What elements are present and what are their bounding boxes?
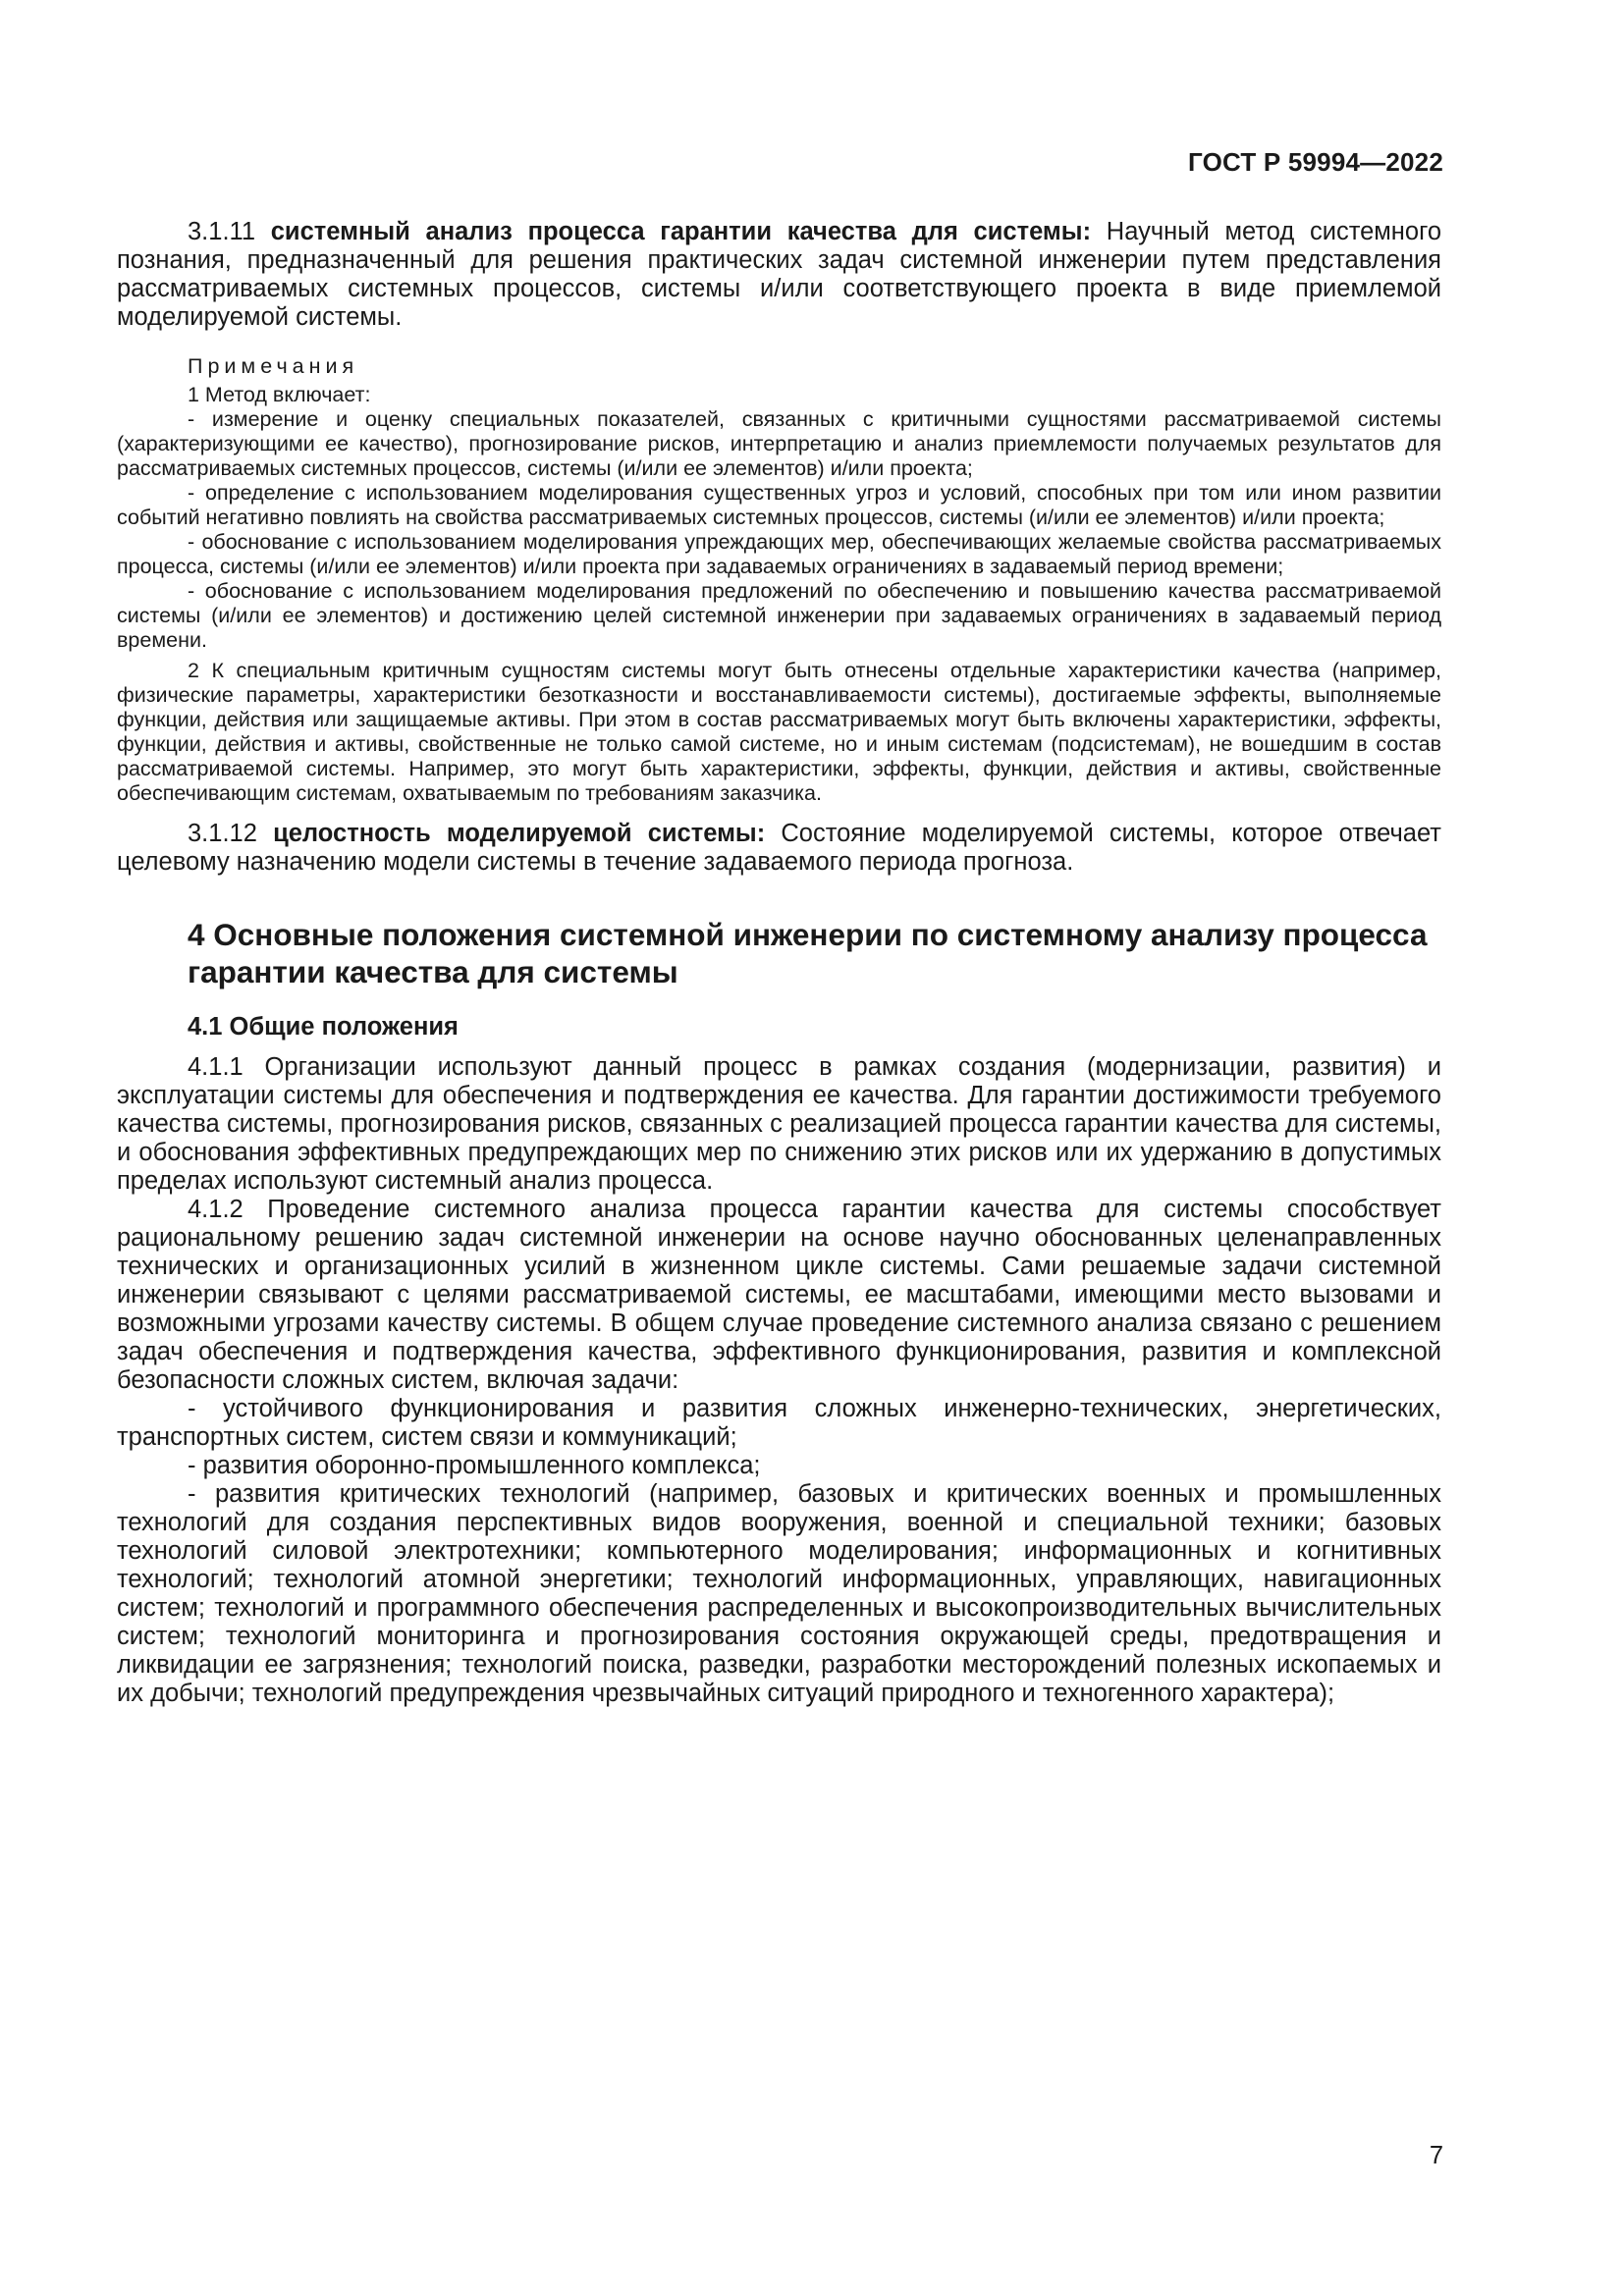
definition-number: 3.1.12 — [188, 820, 257, 847]
note-1-item: - определение с использованием моделирования существенных угроз и условий, способных при том или ином развитии событий негативно повлиять на свойства рассматриваемых системных процессов, системы (и/или ее элементов) и/или проекта; — [117, 481, 1441, 529]
page-content — [117, 218, 1441, 1708]
note-2: 2 К специальным критичным сущностям системы могут быть отнесены отдельные характеристики качества (например, физические параметры, характеристики безотказности и восстанавливаемости системы), достигаемые эффекты, выполняемые функции, действия или защищаемые активы. При этом в состав рассматриваемых могут быть включены характеристики, эффекты, функции, действия и активы, свойственные не только самой системе, но и иным системам (подсистемам), не вошедшим в состав рассматриваемой системы. Например, это могут быть характеристики, эффекты, функции, действия и активы, свойственные обеспечивающим системам, охватываемым по требованиям заказчика. — [117, 659, 1441, 805]
definition-3-1-12 — [117, 820, 1441, 877]
note-1-item: - обоснование с использованием моделирования предложений по обеспечению и повышению качества рассматриваемой системы (и/или ее элементов) и достижению целей системной инженерии при задаваемых ограничениях в задаваемый период времени. — [117, 579, 1441, 652]
task-item: - развития оборонно-промышленного комплекса; — [188, 1452, 761, 1479]
definition-text: Состояние моделируемой системы, которое отвечает целевому назначению модели системы в течение задаваемого периода прогноза. — [117, 820, 1441, 876]
definition-3-1-11 — [117, 218, 1441, 332]
note-1-intro: 1 Метод включает: — [188, 383, 371, 406]
notes-title: Примечания — [188, 354, 359, 378]
definition-number: 3.1.11 — [188, 218, 256, 245]
task-item: - развития критических технологий (например, базовых и критических военных и промышленных технологий для создания перспективных видов вооружения, военной и специальной техники; базовых технологий силовой электротехники; компьютерного моделирования; информационных и когнитивных технологий; технологий атомной энергетики; технологий информационных, управляющих, навигационных систем; технологий и программного обеспечения распределенных и высокопроизводительных вычислительных систем; технологий мониторинга и прогнозирования состояния окружающей среды, предотвращения и ликвидации ее загрязнения; технологий поиска, разведки, разработки месторождений полезных ископаемых и их добычи; технологий предупреждения чрезвычайных ситуаций природного и техногенного характера); — [117, 1480, 1441, 1707]
page-number: 7 — [1429, 2142, 1443, 2169]
task-item: - устойчивого функционирования и развития сложных инженерно-технических, энергетических, транспортных систем, систем связи и коммуникаций; — [117, 1395, 1441, 1451]
definition-term: системный анализ процесса гарантии качества для системы: — [270, 218, 1092, 245]
note-1-item: - измерение и оценку специальных показателей, связанных с критичными сущностями рассматриваемой системы (характеризующими ее качество), прогнозирование рисков, интерпретацию и анализ приемлемости получаемых результатов для рассматриваемых системных процессов, системы (и/или ее элементов) и/или проекта; — [117, 407, 1441, 480]
paragraph-4-1-2: 4.1.2 Проведение системного анализа процесса гарантии качества для системы способствует рациональному решению задач системной инженерии на основе научно обоснованных целенаправленных технических и организационных усилий в жизненном цикле системы. Сами решаемые задачи системной инженерии связывают с целями рассматриваемой системы, ее масштабами, имеющими место вызовами и возможными угрозами качеству системы. В общем случае проведение системного анализа связано с решением задач обеспечения и подтверждения качества, эффективного функционирования, развития и комплексной безопасности сложных систем, включая задачи: — [117, 1196, 1441, 1394]
note-1-item: - обоснование с использованием моделирования упреждающих мер, обеспечивающих желаемые свойства рассматриваемых процесса, системы (и/или ее элементов) и/или проекта при задаваемых ограничениях в задаваемый период времени; — [117, 530, 1441, 578]
definition-term: целостность моделируемой системы: — [273, 820, 766, 847]
paragraph-4-1-1: 4.1.1 Организации используют данный процесс в рамках создания (модернизации, развития) и эксплуатации системы для обеспечения и подтверждения ее качества. Для гарантии достижимости требуемого качества системы, прогнозирования рисков, связанных с реализацией процесса гарантии качества для системы, и обоснования эффективных предупреждающих мер по снижению этих рисков или их удержанию в допустимых пределах используют системный анализ процесса. — [117, 1053, 1441, 1195]
subsection-4-1-heading: 4.1 Общие положения — [188, 1013, 459, 1041]
document-code: ГОСТ Р 59994—2022 — [1188, 147, 1443, 177]
definition-text: Научный метод системного познания, предназначенный для решения практических задач системной инженерии путем представления рассматриваемых системных процессов, системы и/или соответствующего проекта в виде приемлемой моделируемой системы. — [117, 218, 1441, 331]
section-4-heading: 4 Основные положения системной инженерии по системному анализу процесса гарантии качества для системы — [188, 917, 1428, 989]
